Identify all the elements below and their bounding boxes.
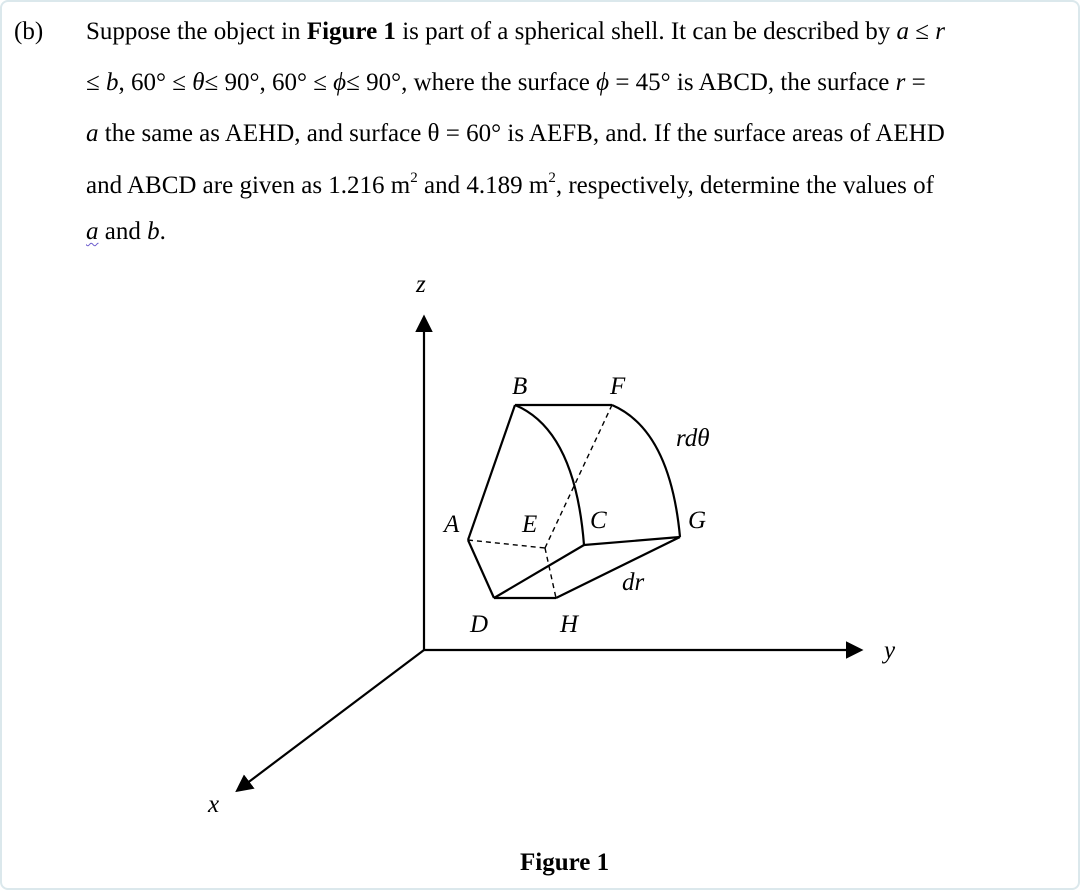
math-var: ϕ xyxy=(333,69,347,96)
edge-fg xyxy=(612,405,680,537)
text: . xyxy=(159,218,166,245)
x-axis-label: x xyxy=(208,791,220,818)
math-var: b xyxy=(147,218,160,245)
point-g-label: G xyxy=(688,507,707,534)
math-var: r xyxy=(935,18,945,45)
edge-ab xyxy=(468,405,515,540)
point-f-label: F xyxy=(610,373,626,400)
math-var: θ xyxy=(192,69,205,96)
text: ≤ 90°, 60° ≤ xyxy=(204,69,334,96)
figure-ref: Figure 1 xyxy=(306,18,396,45)
text: the same as AEHD, and surface θ = 60° is AEFB, and. If the surface areas of AEHD xyxy=(98,120,945,147)
point-b-label: B xyxy=(512,373,528,400)
text: ≤ xyxy=(908,18,936,45)
math-var: r xyxy=(895,69,906,96)
math-var: b xyxy=(105,69,119,96)
text: , respectively, determine the values of xyxy=(555,172,934,199)
math-var: a xyxy=(896,18,909,45)
y-axis-label: y xyxy=(884,637,896,664)
edge-ae-hidden xyxy=(468,540,545,548)
point-c-label: C xyxy=(590,507,607,534)
text: ≤ 90°, where the surface xyxy=(346,69,597,96)
text: and 4.189 m xyxy=(417,172,549,199)
edge-eh-hidden xyxy=(545,548,556,598)
superscript: 2 xyxy=(410,169,418,186)
point-a-label: A xyxy=(444,511,460,538)
figure-caption: Figure 1 xyxy=(520,849,610,876)
text: is part of a spherical shell. It can be described by xyxy=(395,18,897,45)
dr-label: dr xyxy=(622,569,645,596)
text: Suppose the object in xyxy=(86,18,307,45)
x-axis xyxy=(238,650,424,790)
math-var: a xyxy=(86,218,99,245)
superscript: 2 xyxy=(548,169,556,186)
math-var: a xyxy=(86,120,99,147)
point-e-label: E xyxy=(522,511,538,538)
question-label: (b) xyxy=(14,18,44,45)
text: ≤ xyxy=(86,69,106,96)
text: , 60° ≤ xyxy=(118,69,193,96)
point-h-label: H xyxy=(560,611,579,638)
text: and xyxy=(98,218,148,245)
text: and ABCD are given as 1.216 m xyxy=(86,172,411,199)
rdtheta-label: rdθ xyxy=(676,425,710,452)
math-var: ϕ xyxy=(596,69,610,96)
edge-hg xyxy=(556,537,680,598)
z-axis-label: z xyxy=(416,271,426,298)
point-d-label: D xyxy=(470,611,489,638)
text: = xyxy=(905,69,926,96)
edge-ad xyxy=(468,540,494,598)
text: = 45° is ABCD, the surface xyxy=(609,69,896,96)
